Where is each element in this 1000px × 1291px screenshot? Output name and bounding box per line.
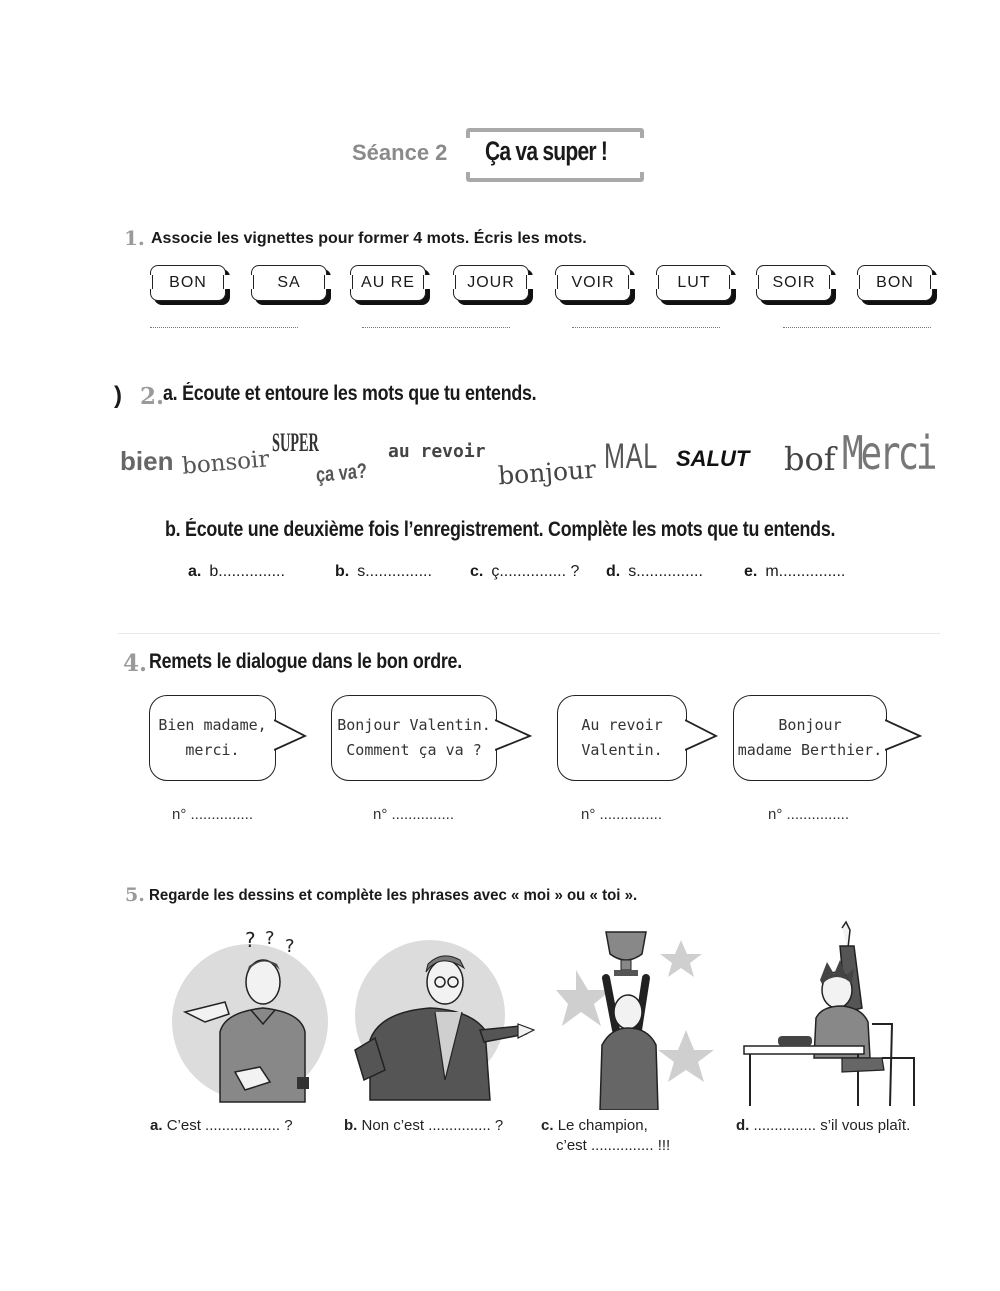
completion-e-letter: e. xyxy=(744,563,758,580)
caption-a-letter: a. xyxy=(150,1117,163,1134)
exercise-4-instruction: Remets le dialogue dans le bon ordre. xyxy=(149,650,462,673)
caption-c-line2[interactable]: c’est ............... !!! xyxy=(556,1137,671,1154)
word-merci[interactable]: Merci xyxy=(842,426,935,480)
exercise-2-number: 2. xyxy=(140,383,165,410)
completion-d-letter: d. xyxy=(606,563,621,580)
completion-b[interactable] xyxy=(335,563,432,581)
word-bien[interactable]: bien xyxy=(120,446,174,476)
completion-c[interactable] xyxy=(470,563,579,581)
completion-c-text: ç............... ? xyxy=(491,563,580,580)
session-label: Séance 2 xyxy=(352,140,448,165)
order-number-4[interactable]: n° ............... xyxy=(768,806,850,823)
answer-line-4[interactable] xyxy=(783,327,931,328)
exercise-4-number: 4. xyxy=(123,650,148,677)
caption-d[interactable] xyxy=(736,1117,910,1134)
exercise-1-number: 1. xyxy=(124,226,145,250)
word-bof[interactable]: bof xyxy=(784,440,836,478)
answer-line-3[interactable] xyxy=(572,327,720,328)
bubble-tail-4 xyxy=(885,718,923,754)
dialogue-bubble-4: Bonjour madame Berthier. xyxy=(733,695,887,781)
caption-a-text: C’est .................. ? xyxy=(166,1117,293,1134)
bubble-tail-1 xyxy=(274,718,308,754)
audio-marker: ) xyxy=(114,382,122,409)
tile-4[interactable]: JOUR xyxy=(453,265,529,301)
answer-line-2[interactable] xyxy=(362,327,510,328)
tile-5[interactable]: VOIR xyxy=(555,265,631,301)
completion-d[interactable] xyxy=(606,563,703,581)
completion-b-letter: b. xyxy=(335,563,350,580)
completion-a-text: b............... xyxy=(209,563,285,580)
tile-1[interactable]: BON xyxy=(150,265,226,301)
tile-8[interactable]: BON xyxy=(857,265,933,301)
illustration-champion-trophy xyxy=(556,920,716,1110)
order-number-1[interactable]: n° ............... xyxy=(172,806,254,823)
tile-2[interactable]: SA xyxy=(251,265,327,301)
caption-b-letter: b. xyxy=(344,1117,358,1134)
svg-text:?: ? xyxy=(245,928,256,952)
completion-e-text: m............... xyxy=(765,563,846,580)
illustration-questioning-boy xyxy=(165,922,335,1112)
bubble-tail-3 xyxy=(685,718,719,754)
caption-a[interactable] xyxy=(150,1117,293,1134)
word-bonsoir[interactable]: bonsoir xyxy=(181,446,271,480)
word-super[interactable]: SUPER xyxy=(272,428,319,457)
order-number-3[interactable]: n° ............... xyxy=(581,806,663,823)
caption-c-letter: c. xyxy=(541,1117,554,1134)
caption-c-text: Le champion, xyxy=(557,1117,648,1134)
exercise-5-instruction: Regarde les dessins et complète les phrases avec « moi » ou « toi ». xyxy=(149,887,638,904)
exercise-2a-instruction: a. Écoute et entoure les mots que tu entends. xyxy=(163,382,537,405)
illustration-pointing-man xyxy=(350,930,535,1110)
word-bonjour[interactable]: bonjour xyxy=(497,454,597,491)
exercise-1-instruction: Associe les vignettes pour former 4 mots. Écris les mots. xyxy=(151,230,587,247)
tile-6[interactable]: LUT xyxy=(656,265,732,301)
caption-d-letter: d. xyxy=(736,1117,750,1134)
caption-b-text: Non c’est ............... ? xyxy=(361,1117,504,1134)
bubble-tail-2 xyxy=(495,718,533,754)
completion-a[interactable] xyxy=(188,563,285,581)
order-number-2[interactable]: n° ............... xyxy=(373,806,455,823)
completion-e[interactable] xyxy=(744,563,845,581)
completion-d-text: s............... xyxy=(628,563,703,580)
caption-c[interactable] xyxy=(541,1117,648,1134)
caption-b[interactable] xyxy=(344,1117,503,1134)
word-salut[interactable]: SALUT xyxy=(676,446,750,471)
svg-text:?: ? xyxy=(285,936,295,957)
caption-d-text: ............... s’il vous plaît. xyxy=(753,1117,911,1134)
word-au-revoir[interactable]: au revoir xyxy=(388,441,486,462)
dialogue-bubble-1: Bien madame, merci. xyxy=(149,695,276,781)
dialogue-bubble-2: Bonjour Valentin. Comment ça va ? xyxy=(331,695,497,781)
word-mal[interactable]: MAL xyxy=(604,437,658,476)
completion-b-text: s............... xyxy=(357,563,432,580)
tile-3[interactable]: AU RE xyxy=(350,265,426,301)
tile-7[interactable]: SOIR xyxy=(756,265,832,301)
svg-text:?: ? xyxy=(265,928,275,949)
illustration-student-raising-hand xyxy=(742,918,922,1110)
section-divider xyxy=(118,633,940,634)
word-ca-va[interactable]: ça va? xyxy=(315,459,368,487)
completion-c-letter: c. xyxy=(470,563,484,580)
page-title: Ça va super ! xyxy=(485,136,608,166)
exercise-5-number: 5. xyxy=(125,884,145,906)
exercise-2b-instruction: b. Écoute une deuxième fois l’enregistrement. Complète les mots que tu entends. xyxy=(165,518,836,541)
answer-line-1[interactable] xyxy=(150,327,298,328)
completion-a-letter: a. xyxy=(188,563,202,580)
dialogue-bubble-3: Au revoir Valentin. xyxy=(557,695,687,781)
